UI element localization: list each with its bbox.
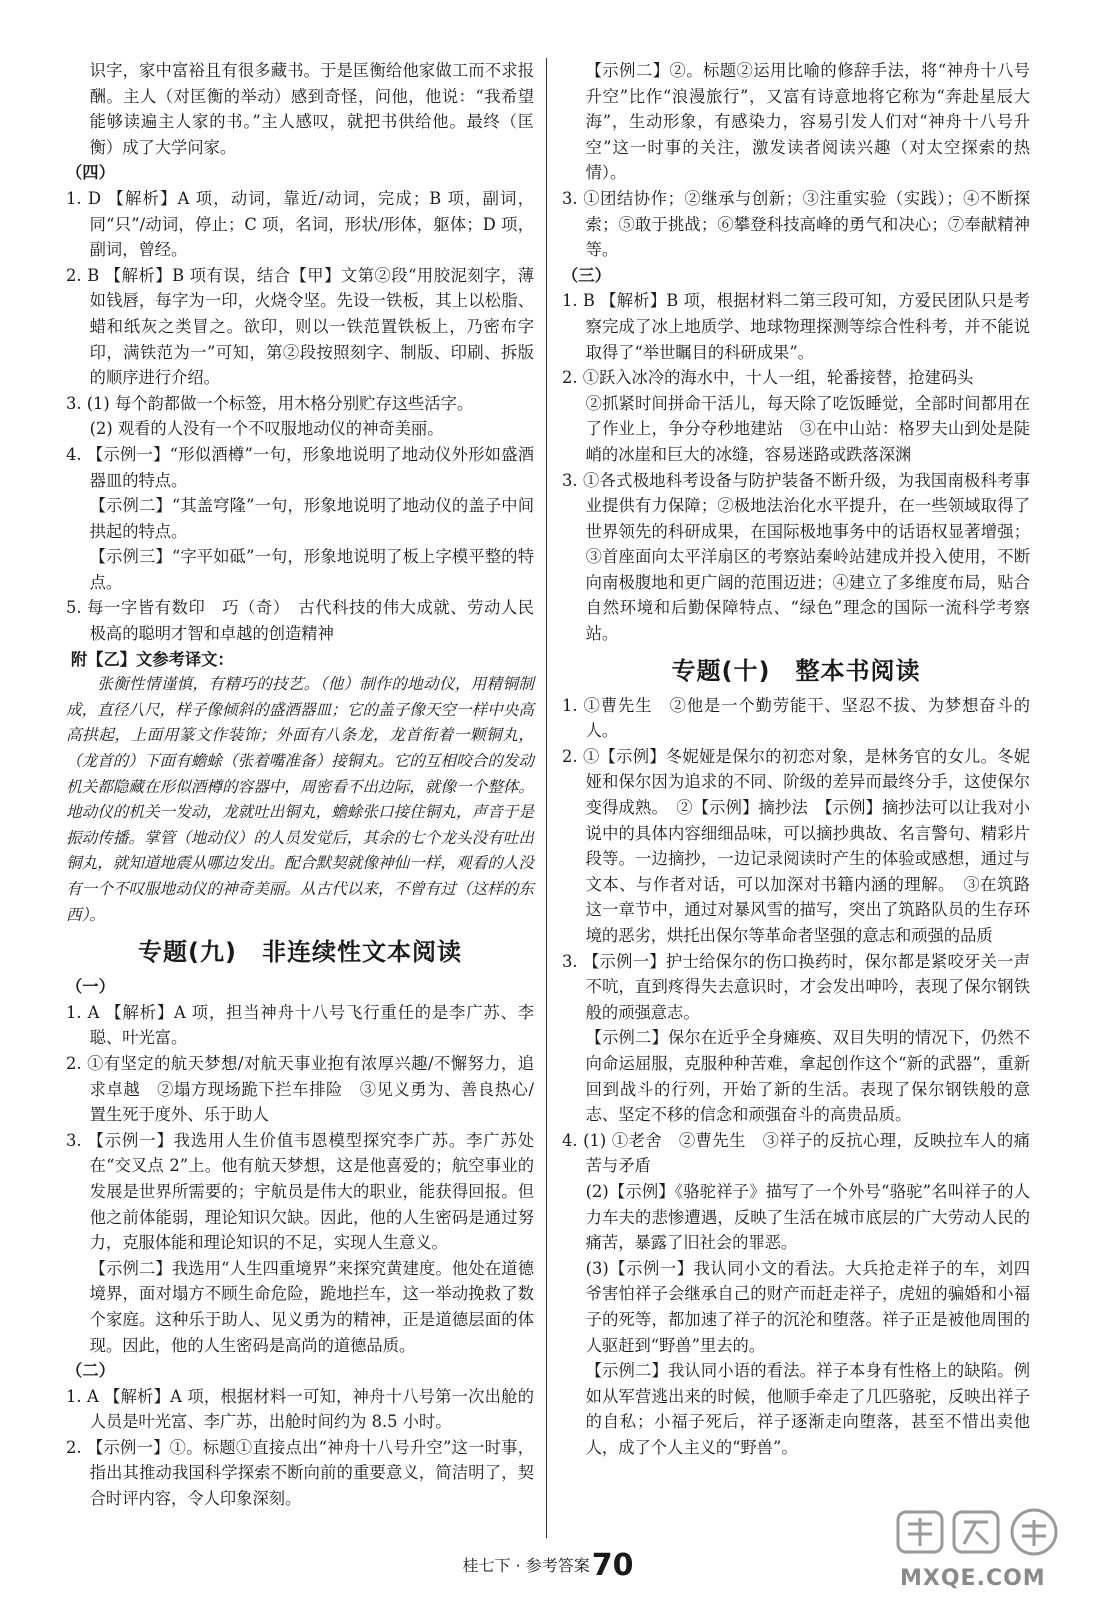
answer-paragraph: 【示例二】我认同小语的看法。祥子本身有性格上的缺陷。例如从军营逃出来的时候，他顺手牵走了几匹骆驼，反映出祥子的自私；小福子死后，祥子逐渐走向堕落，甚至不惜出卖他人，成了个人主义的“野兽”。	[585, 1361, 1030, 1457]
answer-paragraph: ②抓紧时间拼命干活儿，每天除了吃饭睡觉，全部时间都用在了作业上，争分夺秒地建站 ③在中山站：格罗夫山到处是陡峭的冰崖和巨大的冰缝，容易迷路或跌落深渊	[585, 393, 1030, 464]
topic-title: 专题(九) 非连续性文本阅读	[138, 938, 462, 967]
answer-paragraph: (2) 观看的人没有一个不叹服地动仪的神奇美丽。	[89, 419, 444, 439]
translation-label: 附【乙】文参考译文：	[70, 649, 234, 669]
answer-item: 3. ①团结协作；②继承与创新；③注重实验（实践）；④不断探索；⑤敢于挑战；⑥攀登科技高峰的勇气和决心；⑦奉献精神等。	[562, 188, 1030, 260]
answer-item: 1. B 【解析】B 项，根据材料二第三段可知，方爱民团队只是考察完成了冰上地质学、地球物理探测等综合性科考，并不能说取得了“举世瞩目的科研成果”。	[562, 291, 1030, 362]
answer-item: 3. 【示例一】护士给保尔的伤口换药时，保尔都是紧咬牙关一声不吭，直到疼得失去意识时，才会发出呻吟，表现了保尔钢铁般的顽强意志。	[562, 951, 1030, 1022]
footer-label: 桂七下 · 参考答案	[462, 1556, 590, 1575]
answer-paragraph: 【示例二】“其盖穹隆”一句，形象地说明了地动仪的盖子中间拱起的特点。	[89, 496, 534, 541]
section-heading: （一）	[66, 977, 115, 997]
section-heading: （四）	[66, 163, 115, 183]
topic-title: 专题(十) 整本书阅读	[671, 656, 921, 685]
answer-item: 4. (1) ①老舍 ②曹先生 ③祥子的反抗心理，反映拉车人的痛苦与矛盾	[562, 1130, 1030, 1176]
page-number: 70	[591, 1548, 634, 1583]
answer-item: 1. A 【解析】A 项，根据材料一可知，神舟十八号第一次出舱的人员是叶光富、李广苏，出舱时间约为 8.5 小时。	[66, 1386, 534, 1432]
answer-paragraph: (3)【示例一】我认同小文的看法。大兵抢走祥子的车，刘四爷害怕祥子会继承自己的财产而赶走祥子，虎妞的骗婚和小福子的死等，都加速了祥子的沉沦和堕落。祥子正是被他周围的人驱赶到“野兽”里去的。	[585, 1258, 1030, 1355]
answer-paragraph: 【示例二】保尔在近乎全身瘫痪、双目失明的情况下，仍然不向命运屈服，克服种种苦难，拿起创作这个“新的武器”，重新回到战斗的行列，开始了新的生活。表现了保尔钢铁般的意志、坚定不移的信念和顽强奋斗的高贵品质。	[585, 1028, 1030, 1125]
answer-paragraph: 【示例二】我选用“人生四重境界”来探究黄建度。他处在道德境界，面对塌方不顾生命危险，跪地拦车，这一举动挽救了数个家庭。这种乐于助人、见义勇为的精神，正是道德层面的体现。因此，他的人生密码是高尚的道德品质。	[89, 1258, 534, 1355]
answer-paragraph: 识字，家中富裕且有很多藏书。于是匡衡给他家做工而不求报酬。主人（对匡衡的举动）感到奇怪，问他，他说：“我希望能够读遍主人家的书。”主人感叹，就把书供给他。最终（匡衡）成了大学问家。	[89, 61, 534, 157]
answer-item: 2. 【示例一】①。标题①直接点出“神舟十八号升空”这一时事，指出其推动我国科学探索不断向前的重要意义，简洁明了，契合时评内容，令人印象深刻。	[66, 1437, 534, 1509]
answer-site-logo-icon	[894, 1504, 1064, 1560]
answer-paragraph: 【示例二】②。标题②运用比喻的修辞手法，将“神舟十八号升空”比作“浪漫旅行”，又富有诗意地将它称为“奔赴星辰大海”，生动形象，有感染力，容易引发人们对“神舟十八号升空”这一时事的关注，激发读者阅读兴趣（对太空探索的热情）。	[585, 61, 1030, 183]
answer-paragraph: 【示例三】“字平如砥”一句，形象地说明了板上字模平整的特点。	[89, 547, 534, 592]
watermark-text: MXQE.COM	[900, 1566, 1046, 1591]
answer-item: 3. (1) 每个韵都做一个标签，用木格分别贮存这些活字。	[66, 393, 474, 413]
answer-item: 1. D 【解析】A 项，动词，靠近/动词，完成；B 项，副词，同“只”/动词，停止；C 项，名词，形状/形体，躯体；D 项，副词，曾经。	[66, 188, 534, 260]
answer-item: 3. ①各式极地科考设备与防护装备不断升级，为我国南极科考事业提供有力保障；②极地法治化水平提升，在一些领域取得了世界领先的科研成果，在国际极地事务中的话语权显著增强；③首座面向太平洋扇区的考察站秦岭站建成并投入使用，不断向南极腹地和更广阔的范围迈进；④建立了多维度布局，贴合自然环境和后勤保障特点、“绿色”理念的国际一流科学考察站。	[562, 470, 1030, 644]
answer-item: 2. B 【解析】B 项有误，结合【甲】文第②段“用胶泥刻字，薄如钱唇，每字为一印，火烧令坚。先设一铁板，其上以松脂、蜡和纸灰之类冒之。欲印，则以一铁范置铁板上，乃密布字印，满铁范为一”可知，第②段按照刻字、制版、印刷、拆版的顺序进行介绍。	[66, 265, 534, 388]
answer-item: 1. A 【解析】A 项，担当神舟十八号飞行重任的是李广苏、李聪、叶光富。	[66, 1002, 534, 1048]
right-column	[562, 58, 1030, 1460]
answer-item: 2. ①有坚定的航天梦想/对航天事业抱有浓厚兴趣/不懈努力，追求卓越 ②塌方现场跪下拦车排险 ③见义勇为、善良热心/置生死于度外、乐于助人	[66, 1053, 534, 1125]
column-divider	[546, 58, 547, 1538]
watermark	[880, 1500, 1080, 1595]
answer-item: 2. ①跃入冰冷的海水中，十人一组，轮番接替，抢建码头	[562, 368, 974, 388]
translation-text: 张衡性情谨慎，有精巧的技艺。（他）制作的地动仪，用精铜制成，直径八尺，样子像倾斜的盛酒器皿；它的盖子像天空一样中央高高拱起，上面用篆文作装饰；外面有八条龙，龙首衔着一颗铜丸，（龙首的）下面有蟾蜍（张着嘴准备）接铜丸。它的互相咬合的发动机关都隐藏在形似酒樽的容器中，周密看不出边际，就像一个整体。地动仪的机关一发动，龙就吐出铜丸，蟾蜍张口接住铜丸，声音于是振动传播。掌管（地动仪）的人员发觉后，其余的七个龙头没有吐出铜丸，就知道地震从哪边发出。配合默契就像神仙一样，观看的人没有一个不叹服地动仪的神奇美丽。从古代以来，不曾有过（这样的东西）。	[66, 675, 534, 924]
left-column	[66, 58, 534, 1512]
answer-item: 3. 【示例一】我选用人生价值韦恩模型探究李广苏。李广苏处在“交叉点 2”上。他有航天梦想，这是他喜爱的；航空事业的发展是世界所需要的；宇航员是伟大的职业，能获得回报。但他之前体能弱，理论知识欠缺。因此，他的人生密码是通过努力，克服体能和理论知识的不足，实现人生意义。	[66, 1130, 534, 1253]
section-heading: （二）	[66, 1361, 115, 1381]
answer-paragraph: (2)【示例】《骆驼祥子》描写了一个外号“骆驼”名叫祥子的人力车夫的悲惨遭遇，反映了生活在城市底层的广大劳动人民的痛苦，暴露了旧社会的罪恶。	[585, 1181, 1030, 1253]
answer-item: 5. 每一字皆有数印 巧（奇） 古代科技的伟大成就、劳动人民极高的聪明才智和卓越的创造精神	[66, 598, 534, 644]
answer-item: 1. ①曹先生 ②他是一个勤劳能干、坚忍不拔、为梦想奋斗的人。	[562, 695, 1030, 741]
section-heading: （三）	[562, 265, 611, 285]
answer-item: 2. ①【示例】冬妮娅是保尔的初恋对象，是林务官的女儿。冬妮娅和保尔因为追求的不同、阶级的差异而最终分手，这使保尔变得成熟。 ②【示例】摘抄法 【示例】摘抄法可以让我对小说中的具体内容细细品味，可以摘抄典故、名言警句、精彩片段等。一边摘抄，一边记录阅读时产生的体验或感想，通过与文本、与作者对话，可以加深对书籍内涵的理解。 ③在筑路这一章节中，通过对暴风雪的描写，突出了筑路队员的生存环境的恶劣，烘托出保尔等革命者坚强的意志和顽强的品质	[562, 746, 1030, 945]
answer-item: 4. 【示例一】“形似酒樽”一句，形象地说明了地动仪外形如盛酒器皿的特点。	[66, 444, 534, 490]
